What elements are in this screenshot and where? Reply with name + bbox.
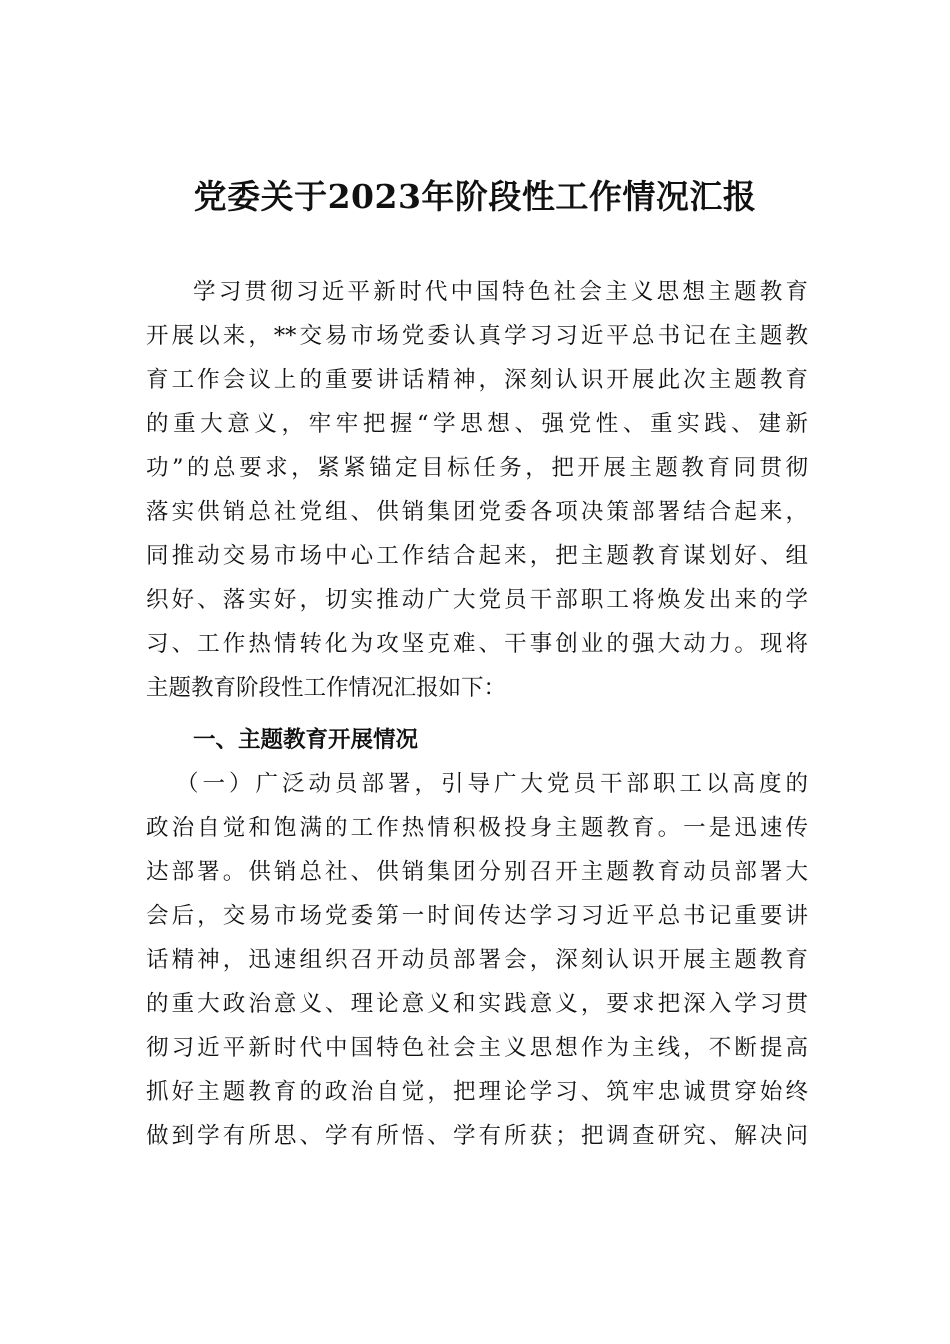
intro-line: 开展以来，**交易市场党委认真学习习近平总书记在主题教	[146, 323, 808, 349]
intro-line: 育工作会议上的重要讲话精神，深刻认识开展此次主题教育	[146, 367, 808, 393]
section1-line: 抓好主题教育的政治自觉，把理论学习、筑牢忠诚贯穿始终	[146, 1079, 808, 1105]
section1-line: 会后，交易市场党委第一时间传达学习习近平总书记重要讲	[146, 903, 808, 929]
intro-line: 学习贯彻习近平新时代中国特色社会主义思想主题教育	[193, 279, 808, 305]
intro-line: 同推动交易市场中心工作结合起来，把主题教育谋划好、组	[146, 543, 808, 569]
section1-line: 话精神，迅速组织召开动员部署会，深刻认识开展主题教育	[146, 947, 808, 973]
intro-line: 的重大意义，牢牢把握“学思想、强党性、重实践、建新	[146, 411, 808, 437]
section-heading: 一、主题教育开展情况	[193, 727, 419, 753]
intro-line: 习、工作热情转化为攻坚克难、干事创业的强大动力。现将	[146, 631, 808, 657]
section1-line: 彻习近平新时代中国特色社会主义思想作为主线，不断提高	[146, 1035, 808, 1061]
section1-line: （一）广泛动员部署，引导广大党员干部职工以高度的	[176, 771, 808, 797]
intro-line: 织好、落实好，切实推动广大党员干部职工将焕发出来的学	[146, 587, 808, 613]
section1-line: 做到学有所思、学有所悟、学有所获；把调查研究、解决问	[146, 1123, 808, 1149]
section1-line: 的重大政治意义、理论意义和实践意义，要求把深入学习贯	[146, 991, 808, 1017]
intro-line: 落实供销总社党组、供销集团党委各项决策部署结合起来，	[146, 499, 808, 525]
document-title: 党委关于2023年阶段性工作情况汇报	[193, 177, 757, 216]
section1-line: 政治自觉和饱满的工作热情积极投身主题教育。一是迅速传	[146, 815, 808, 841]
section1-line: 达部署。供销总社、供销集团分别召开主题教育动员部署大	[146, 859, 808, 885]
intro-line: 功”的总要求，紧紧锚定目标任务，把开展主题教育同贯彻	[146, 455, 808, 481]
intro-line: 主题教育阶段性工作情况汇报如下：	[146, 675, 507, 701]
